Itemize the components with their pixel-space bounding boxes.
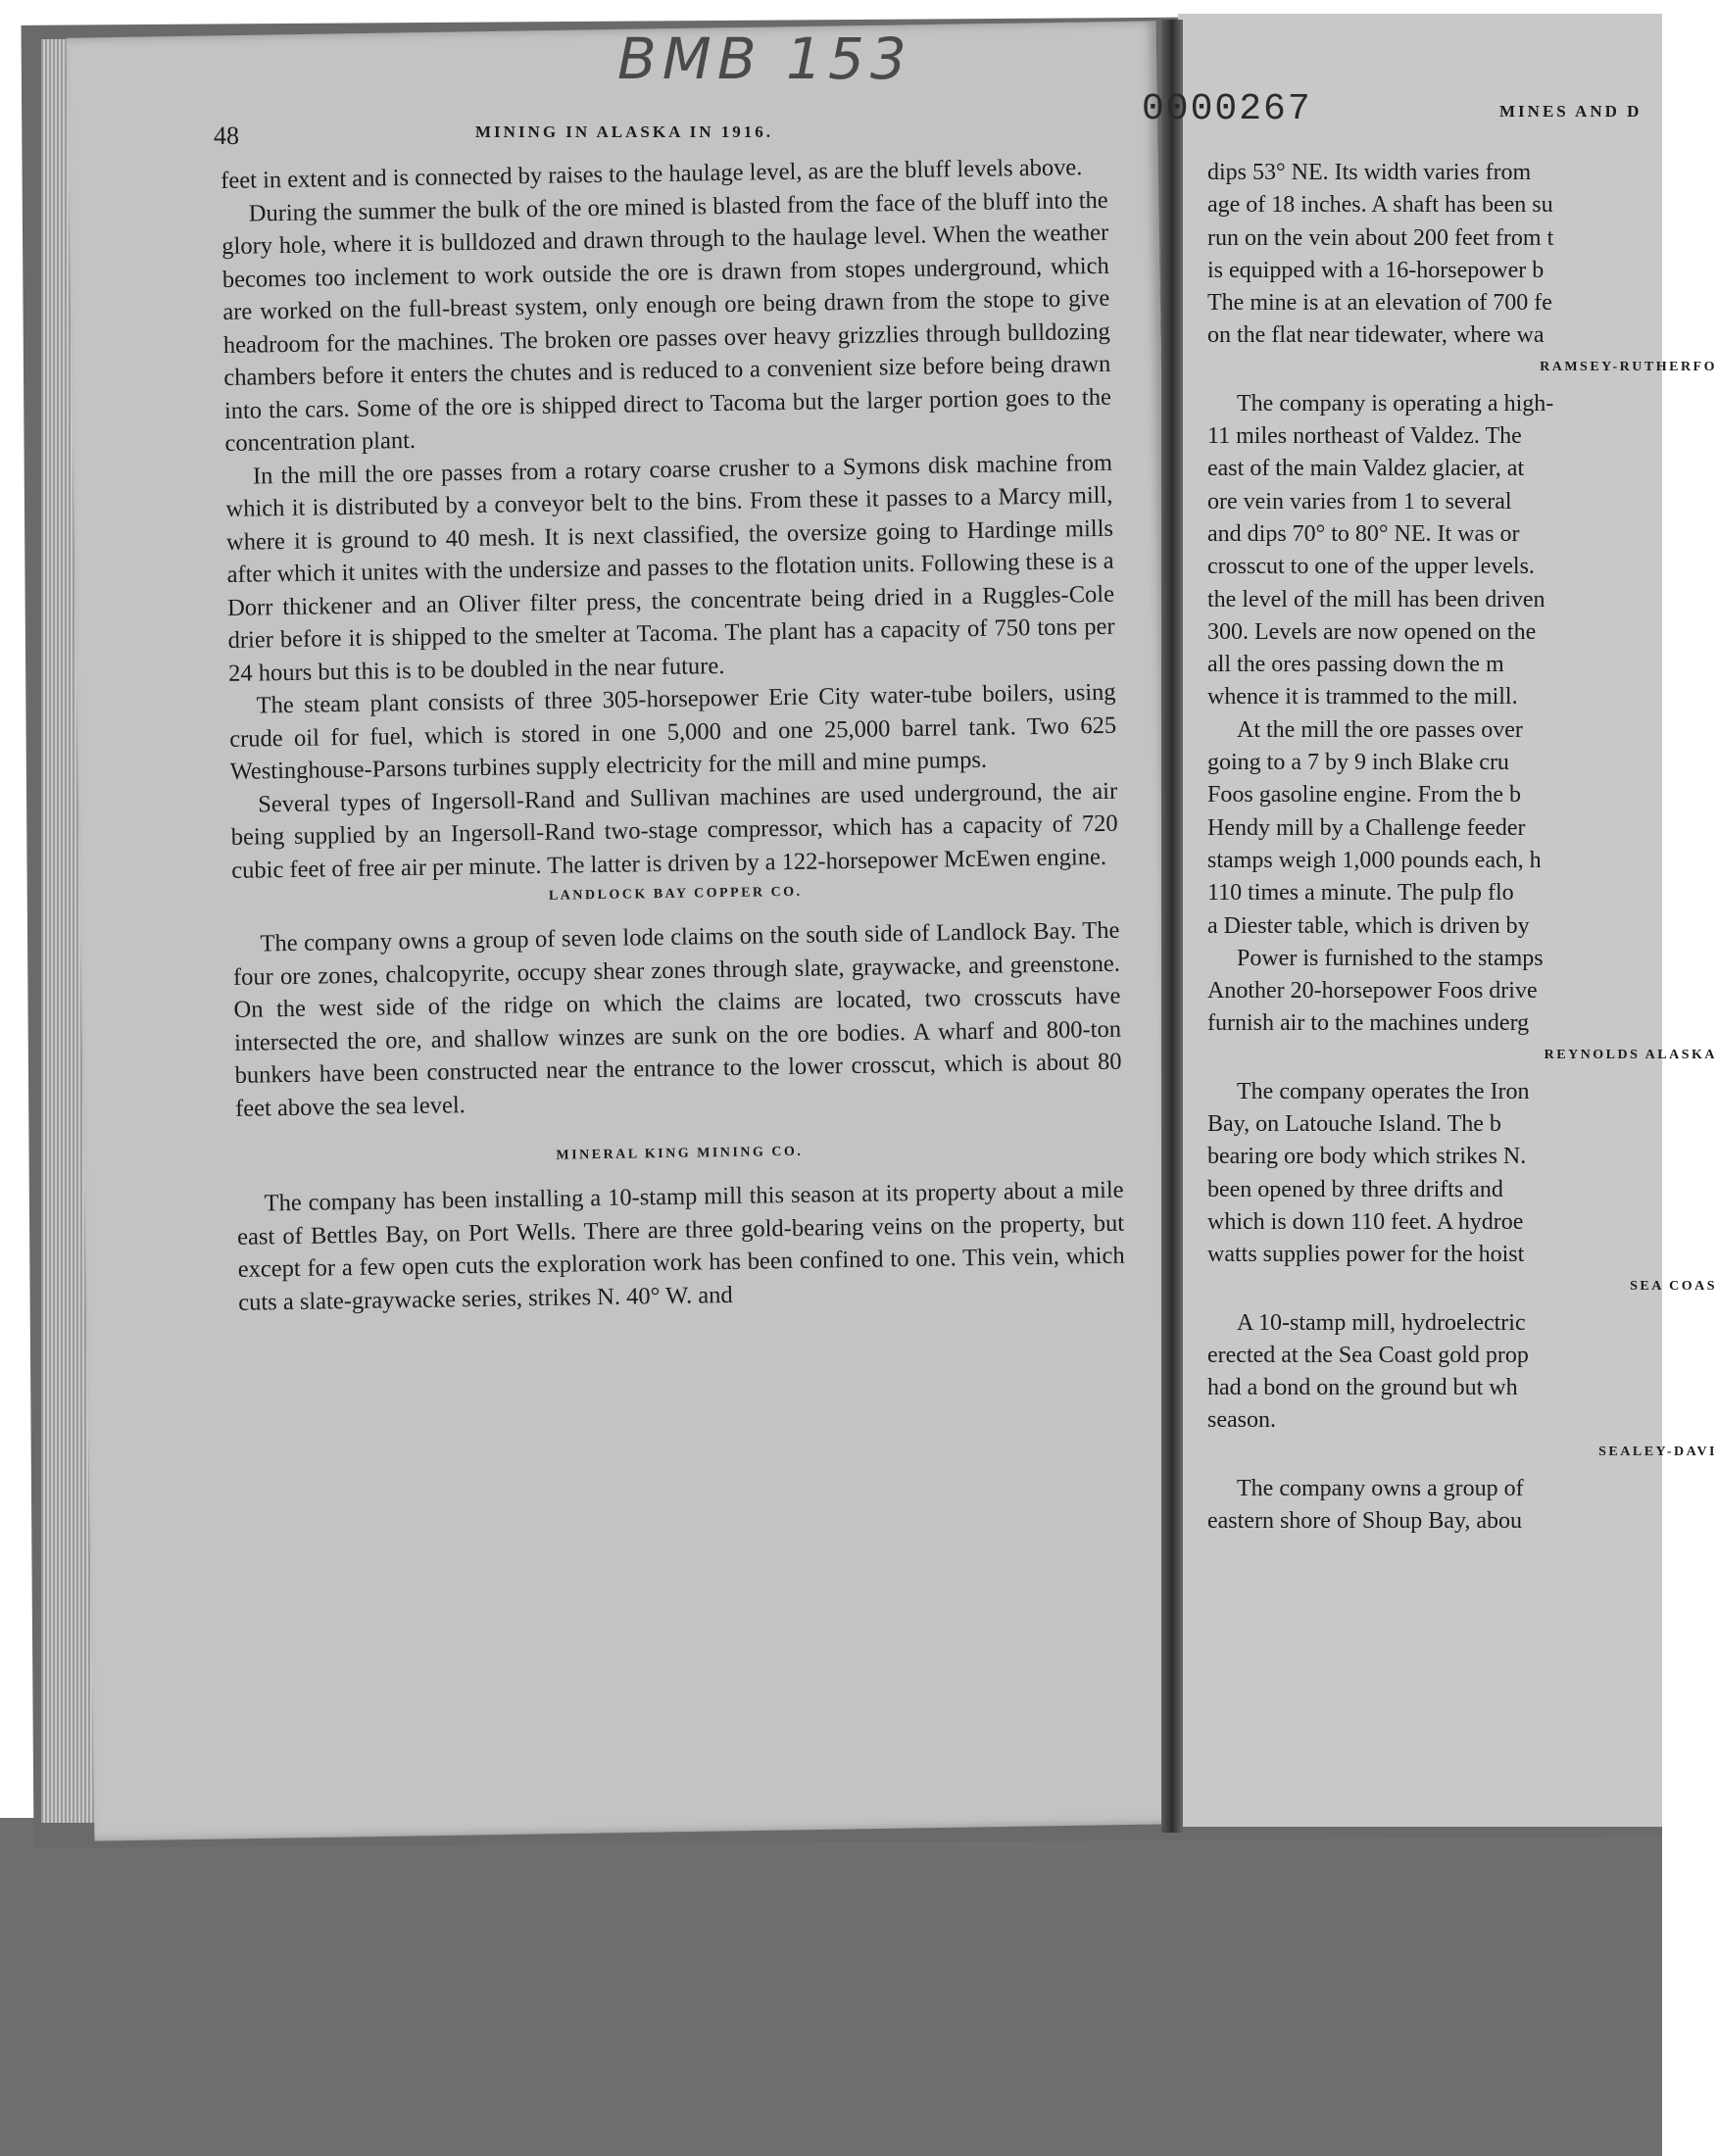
text-line: and dips 70° to 80° NE. It was or	[1207, 520, 1520, 547]
section-heading: SEALEY-DAVI	[1598, 1444, 1717, 1459]
text-line: run on the vein about 200 feet from t	[1207, 224, 1554, 251]
text-line: Foos gasoline engine. From the b	[1207, 782, 1521, 808]
text-line: Bay, on Latouche Island. The b	[1207, 1111, 1501, 1138]
text-line: a Diester table, which is driven by	[1207, 912, 1530, 939]
paragraph: Several types of Ingersoll-Rand and Sullivan machines are used underground, the air being supplied by an Ingersoll-Rand two-stage compressor, which has a capacity of 720 cubic feet of free air per minute. The latter is driven by a 122-horsepower McEwen engine.	[230, 777, 1118, 884]
text-line: season.	[1207, 1407, 1276, 1434]
text-line: 11 miles northeast of Valdez. The	[1207, 423, 1522, 450]
paragraph: feet in extent and is connected by raises to the haulage level, as are the bluff levels above.	[221, 154, 1083, 194]
text-line: east of the main Valdez glacier, at	[1207, 456, 1525, 482]
paragraph: The steam plant consists of three 305-horsepower Erie City water-tube boilers, using crude oil for fuel, which is stored in one 5,000 and one 25,000 barrel tank. Two 625 Westinghouse-Parsons turbines supply electricity for the mill and mine pumps.	[228, 678, 1117, 785]
section-heading: MINERAL KING MINING CO.	[556, 1144, 804, 1163]
document-stamp: 0000267	[1142, 88, 1312, 130]
text-line: 300. Levels are now opened on the	[1207, 618, 1537, 645]
left-page-text	[221, 151, 1125, 1319]
text-line: furnish air to the machines underg	[1207, 1010, 1530, 1037]
text-line: on the flat near tidewater, where wa	[1207, 322, 1545, 349]
page-number: 48	[214, 122, 239, 150]
text-line: watts supplies power for the hoist	[1207, 1242, 1525, 1268]
book-gutter	[1161, 20, 1183, 1833]
text-line: The company is operating a high-	[1237, 390, 1554, 416]
paragraph: In the mill the ore passes from a rotary coarse crusher to a Symons disk machine from which it is distributed by a conveyor belt to the bins. From these it passes to a Marcy mill, where it is ground to 40 mesh. It is next classified, the oversize going to Hardinge mills after which it unites with the undersize and passes to the flotation units. Following these is a Dorr thickener and an Oliver filter press, the concentrate being dried in a Ruggles-Cole drier before it is shipped to the smelter at Tacoma. The plant has a capacity of 750 tons per 24 hours but this is to be doubled in the near future.	[225, 449, 1115, 687]
text-line: whence it is trammed to the mill.	[1207, 684, 1518, 710]
section-heading: REYNOLDS ALASKA	[1544, 1047, 1717, 1062]
running-head-right: MINES AND D	[1499, 102, 1643, 121]
text-line: bearing ore body which strikes N.	[1207, 1144, 1527, 1170]
section-heading: RAMSEY-RUTHERFO	[1540, 359, 1717, 374]
text-line: stamps weigh 1,000 pounds each, h	[1207, 847, 1542, 873]
text-line: been opened by three drifts and	[1207, 1176, 1503, 1202]
text-line: all the ores passing down the m	[1207, 652, 1504, 678]
text-line: Another 20-horsepower Foos drive	[1207, 978, 1538, 1004]
text-line: which is down 110 feet. A hydroe	[1207, 1208, 1524, 1235]
text-line: had a bond on the ground but wh	[1207, 1375, 1518, 1401]
text-line: going to a 7 by 9 inch Blake cru	[1207, 750, 1509, 776]
text-line: erected at the Sea Coast gold prop	[1207, 1342, 1529, 1368]
text-line: Hendy mill by a Challenge feeder	[1207, 814, 1526, 841]
text-line: dips 53° NE. Its width varies from	[1207, 160, 1532, 185]
text-line: ore vein varies from 1 to several	[1207, 488, 1512, 514]
text-line: age of 18 inches. A shaft has been su	[1207, 192, 1553, 219]
paragraph: The company owns a group of seven lode claims on the south side of Landlock Bay. The four ore zones, chalcopyrite, occupy shear zones through slate, graywacke, and greenstone. On the west side of the ridge on which the claims are located, two crosscuts have intersected the ore, and shallow winzes are sunk on the ore bodies. A wharf and 800-ton bunkers have been constructed near the entrance to the lower crosscut, which is about 80 feet above the sea level.	[232, 916, 1122, 1122]
text-line: crosscut to one of the upper levels.	[1207, 554, 1535, 580]
section-heading: SEA COAS	[1630, 1278, 1717, 1294]
text-line: The company owns a group of	[1237, 1475, 1524, 1501]
handwritten-note: BMB 153	[617, 25, 912, 92]
text-line: 110 times a minute. The pulp flo	[1207, 880, 1514, 906]
scanner-background	[0, 1818, 1693, 2156]
text-line: is equipped with a 16-horsepower b	[1207, 257, 1545, 283]
paragraph: The company has been installing a 10-stamp mill this season at its property about a mile east of Bettles Bay, on Port Wells. There are three gold-bearing veins on the property, but except for a few open cuts the exploration work has been confined to one. This vein, which cuts a slate-graywacke series, strikes N. 40° W. and	[236, 1176, 1125, 1316]
text-line: The company operates the Iron	[1237, 1078, 1530, 1104]
paragraph: During the summer the bulk of the ore mined is blasted from the face of the bluff into the glory hole, where it is bulldozed and drawn through to the haulage level. When the weather becomes too inclement to work outside the ore is drawn from stopes underground, which are worked on the full-breast system, only enough ore being drawn from the stope to give headroom for the machines. The broken ore passes over heavy grizzlies through bulldozing chambers before it enters the chutes and is reduced to a convenient size before being drawn into the cars. Some of the ore is shipped direct to Tacoma but the larger portion goes to the concentration plant.	[221, 186, 1112, 457]
text-line: The mine is at an elevation of 700 fe	[1207, 290, 1552, 317]
text-line: eastern shore of Shoup Bay, abou	[1207, 1507, 1523, 1534]
right-page-text	[1207, 157, 1717, 1538]
text-line: At the mill the ore passes over	[1237, 716, 1523, 743]
text-line: Power is furnished to the stamps	[1237, 945, 1544, 971]
running-head: MINING IN ALASKA IN 1916.	[475, 122, 774, 141]
text-line: the level of the mill has been driven	[1207, 586, 1545, 612]
text-line: A 10-stamp mill, hydroelectric	[1237, 1309, 1526, 1336]
section-heading: LANDLOCK BAY COPPER CO.	[548, 884, 803, 904]
